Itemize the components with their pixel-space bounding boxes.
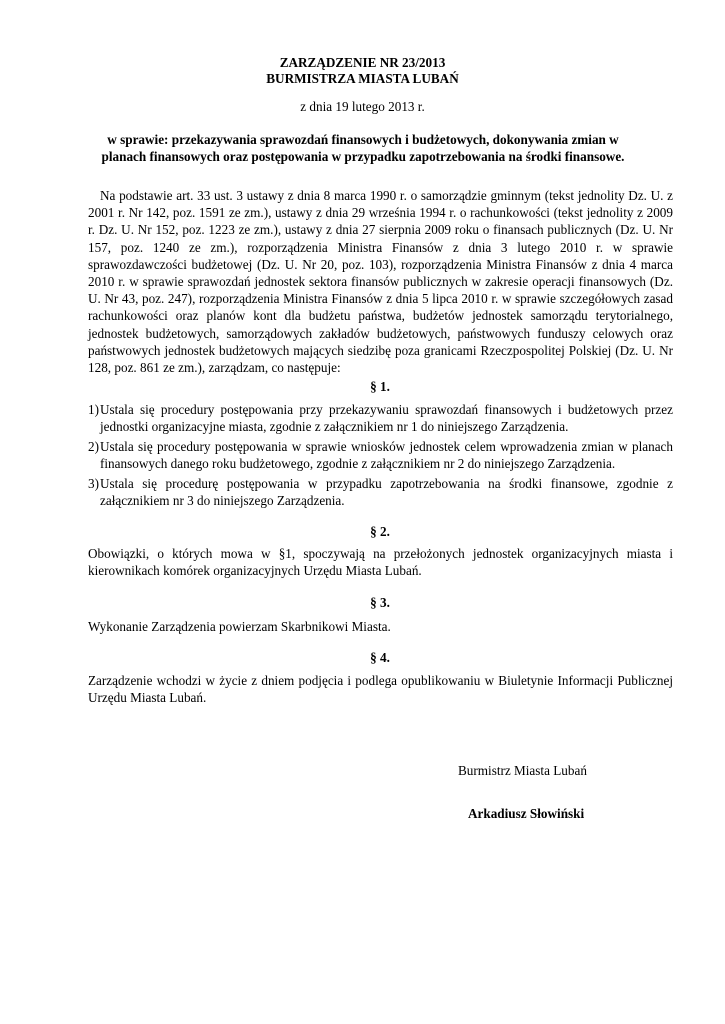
- section-4-heading: § 4.: [370, 650, 390, 665]
- signature-role: Burmistrz Miasta Lubań: [458, 763, 587, 778]
- section-1-heading: § 1.: [370, 379, 390, 394]
- section-3-text: Wykonanie Zarządzenia powierzam Skarbnikowi Miasta.: [88, 619, 391, 634]
- signature-name: Arkadiusz Słowiński: [468, 806, 585, 821]
- list-item: [88, 401, 673, 435]
- list-item-number: 3): [88, 476, 99, 491]
- list-item-text: Ustala się procedury postępowania przy przekazywaniu sprawozdań finansowych i budżetowych przez jednostki organizacyjne miasta, zgodnie z załącznikiem nr 1 do niniejszego Zarządzenia.: [100, 402, 673, 434]
- section-3-heading: § 3.: [370, 595, 390, 610]
- document-subject: w sprawie: przekazywania sprawozdań finansowych i budżetowych, dokonywania zmian w planach finansowych oraz postępowania w przypadku zapotrzebowania na środki finansowe.: [101, 132, 625, 164]
- list-item: [88, 438, 673, 472]
- list-item-text: Ustala się procedurę postępowania w przypadku zapotrzebowania na środki finansowe, zgodnie z załącznikiem nr 3 do niniejszego Zarządzenia.: [100, 476, 673, 508]
- list-item-number: 1): [88, 402, 99, 417]
- section-2-text: Obowiązki, o których mowa w §1, spoczywają na przełożonych jednostek organizacyjnych miasta i kierownikach komórek organizacyjnych Urzędu Miasta Lubań.: [88, 546, 673, 579]
- document-date: z dnia 19 lutego 2013 r.: [300, 99, 425, 114]
- section-4-text: Zarządzenie wchodzi w życie z dniem podjęcia i podlega opublikowaniu w Biuletynie Informacji Publicznej Urzędu Miasta Lubań.: [88, 673, 673, 706]
- list-item: [88, 475, 673, 509]
- list-item-number: 2): [88, 439, 99, 454]
- document-title-line1: ZARZĄDZENIE NR 23/2013: [279, 55, 446, 70]
- preamble-paragraph: Na podstawie art. 33 ust. 3 ustawy z dnia 8 marca 1990 r. o samorządzie gminnym (tekst jednolity Dz. U. z 2001 r. Nr 142, poz. 1591 ze zm.), ustawy z dnia 29 września 1994 r. o rachunkowości (tekst jednolity z 2009 r. Dz. U. Nr 152, poz. 1223 ze zm.), ustawy z dnia 27 sierpnia 2009 roku o finansach publicznych (Dz. U. Nr 157, poz. 1240 ze zm.), rozporządzenia Ministra Finansów z dnia 3 lutego 2010 r. w sprawie sprawozdawczości budżetowej (Dz. U. Nr 20, poz. 103), rozporządzenia Ministra Finansów z dnia 4 marca 2010 r. w sprawie sprawozdań jednostek sektora finansów publicznych w zakresie operacji finansowych (Dz. U. Nr 43, poz. 247), rozporządzenia Ministra Finansów z dnia 5 lipca 2010 r. w sprawie szczegółowych zasad rachunkowości oraz planów kont dla budżetu państwa, budżetów jednostek samorządu terytorialnego, jednostek budżetowych, samorządowych zakładów budżetowych, państwowych funduszy celowych oraz państwowych jednostek budżetowych mających siedzibę poza granicami Rzeczpospolitej Polskiej (Dz. U. Nr 128, poz. 861 ze zm.), zarządzam, co następuje:: [88, 188, 673, 376]
- document-title-line2: BURMISTRZA MIASTA LUBAŃ: [266, 71, 459, 86]
- section-2-heading: § 2.: [370, 524, 390, 539]
- list-item-text: Ustala się procedury postępowania w sprawie wniosków jednostek celem wprowadzenia zmian w planach finansowych danego roku budżetowego, zgodnie z załącznikiem nr 2 do niniejszego Zarządzenia.: [100, 439, 673, 471]
